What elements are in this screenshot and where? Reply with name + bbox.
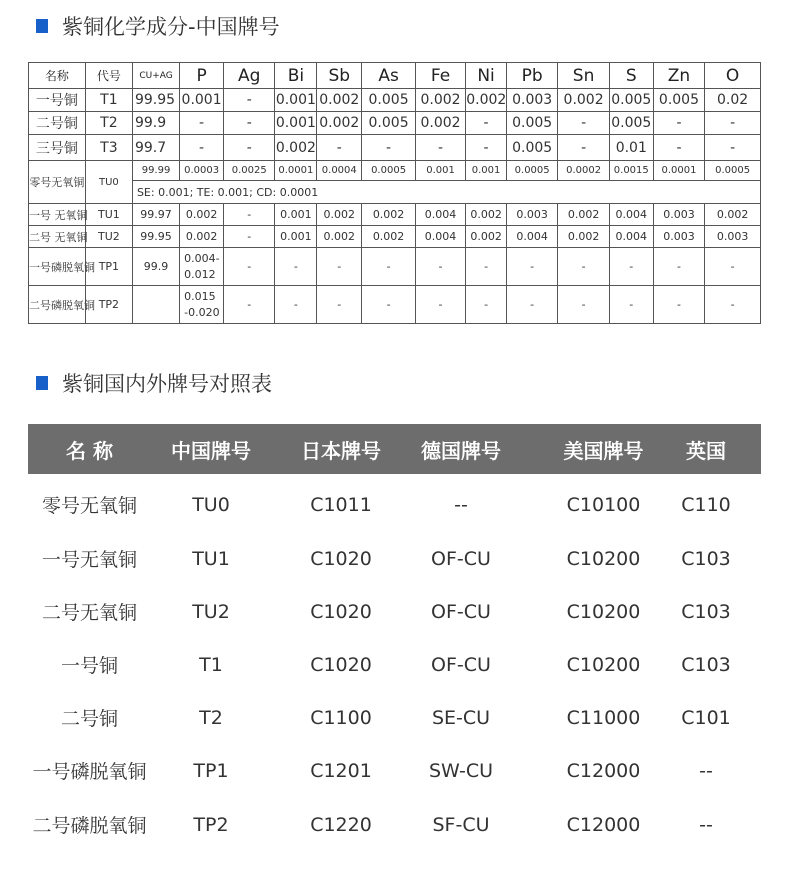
comparison-cell: C1011 bbox=[310, 493, 372, 516]
value-cell: 0.002 bbox=[466, 226, 507, 248]
value-cell: 0.001 bbox=[180, 89, 224, 112]
comparison-cell: OF-CU bbox=[431, 653, 491, 676]
value-cell: - bbox=[705, 286, 761, 324]
table-row bbox=[29, 161, 761, 181]
value-cell: - bbox=[224, 135, 275, 161]
value-cell: 0.002 bbox=[362, 204, 416, 226]
value-cell: - bbox=[653, 135, 704, 161]
comparison-cell: TP2 bbox=[193, 813, 229, 836]
comparison-cell: C11000 bbox=[566, 706, 641, 729]
comparison-cell: C110 bbox=[681, 493, 731, 516]
value-cell: 0.002 bbox=[558, 204, 609, 226]
value-cell: 0.002 bbox=[558, 89, 609, 112]
comparison-cell: -- bbox=[699, 813, 713, 836]
value-cell: 0.002 bbox=[415, 89, 465, 112]
comparison-cell: C10200 bbox=[566, 653, 641, 676]
value-cell: - bbox=[705, 112, 761, 135]
value-cell: - bbox=[224, 89, 275, 112]
comparison-title-text: 紫铜国内外牌号对照表 bbox=[62, 372, 272, 396]
comparison-cell: OF-CU bbox=[431, 547, 491, 570]
table-row bbox=[29, 248, 761, 286]
grade-code-cell: TP2 bbox=[85, 286, 132, 324]
comparison-cell: SW-CU bbox=[428, 759, 494, 782]
comparison-cell: C101 bbox=[681, 706, 731, 729]
value-cell: - bbox=[317, 248, 362, 286]
value-cell: 0.003 bbox=[506, 204, 557, 226]
comparison-cell: 一号铜 bbox=[60, 655, 118, 677]
comparison-cell: OF-CU bbox=[431, 600, 491, 623]
comparison-cell: 零号无氧铜 bbox=[41, 495, 137, 517]
composition-table bbox=[28, 62, 761, 324]
section-marker-icon bbox=[36, 19, 48, 33]
comparison-cell: C1020 bbox=[310, 547, 372, 570]
value-cell: 0.003 bbox=[705, 226, 761, 248]
grade-code-cell: T3 bbox=[85, 135, 132, 161]
comp-header-cell: Sb bbox=[317, 63, 362, 89]
value-cell: - bbox=[653, 248, 704, 286]
value-cell: - bbox=[653, 286, 704, 324]
value-cell: 0.002 bbox=[275, 135, 317, 161]
value-cell: 0.001 bbox=[275, 226, 317, 248]
comp-header-cell: P bbox=[180, 63, 224, 89]
value-cell: 0.001 bbox=[275, 89, 317, 112]
comparison-row bbox=[28, 638, 761, 691]
comparison-cell: TU0 bbox=[192, 493, 230, 516]
comp-header-cell: 名称 bbox=[29, 63, 86, 89]
value-cell: 0.004 bbox=[415, 226, 465, 248]
value-cell: 0.002 bbox=[317, 89, 362, 112]
comparison-cell: C103 bbox=[681, 653, 731, 676]
comparison-cell: 一号无氧铜 bbox=[41, 549, 137, 571]
value-cell: 0.001 bbox=[275, 204, 317, 226]
table-row bbox=[29, 112, 761, 135]
value-cell: 0.0005 bbox=[362, 161, 416, 181]
comp-header-cell: CU+AG bbox=[132, 63, 179, 89]
grade-name-cell: 一号磷脱氧铜 bbox=[29, 248, 86, 286]
value-cell: 0.015 -0.020 bbox=[180, 286, 224, 324]
comparison-cell: C1100 bbox=[310, 706, 372, 729]
table-row bbox=[29, 286, 761, 324]
value-cell: - bbox=[224, 226, 275, 248]
value-cell: 0.02 bbox=[705, 89, 761, 112]
value-cell: - bbox=[224, 248, 275, 286]
value-cell: 0.005 bbox=[609, 89, 653, 112]
value-cell: 0.002 bbox=[317, 112, 362, 135]
comparison-cell: C103 bbox=[681, 600, 731, 623]
comparison-row bbox=[28, 585, 761, 638]
value-cell: 99.9 bbox=[132, 112, 179, 135]
value-cell: 0.002 bbox=[362, 226, 416, 248]
comparison-cell: 二号磷脱氧铜 bbox=[32, 815, 147, 837]
comp-header-cell: 代号 bbox=[85, 63, 132, 89]
header-germany: 德国牌号 bbox=[421, 438, 501, 463]
value-cell: 0.002 bbox=[558, 226, 609, 248]
comp-header-cell: Ni bbox=[466, 63, 507, 89]
comparison-row bbox=[28, 478, 761, 531]
value-cell bbox=[132, 286, 179, 324]
value-cell: - bbox=[415, 135, 465, 161]
comparison-cell: T1 bbox=[199, 653, 223, 676]
comp-header-cell: Ag bbox=[224, 63, 275, 89]
header-china: 中国牌号 bbox=[171, 438, 251, 463]
value-cell: 0.004 bbox=[609, 204, 653, 226]
comparison-row bbox=[28, 798, 761, 851]
comparison-cell: C1020 bbox=[310, 600, 372, 623]
grade-code-cell: T2 bbox=[85, 112, 132, 135]
value-cell: - bbox=[506, 286, 557, 324]
value-cell: - bbox=[558, 286, 609, 324]
value-cell: 0.003 bbox=[506, 89, 557, 112]
value-cell: 0.002 bbox=[466, 89, 507, 112]
value-cell: - bbox=[705, 248, 761, 286]
grade-code-cell: TU2 bbox=[85, 226, 132, 248]
value-cell: - bbox=[466, 135, 507, 161]
comparison-cell: C10200 bbox=[566, 600, 641, 623]
value-cell: 0.005 bbox=[653, 89, 704, 112]
grade-name-cell: 三号铜 bbox=[29, 135, 86, 161]
value-cell: 0.002 bbox=[317, 204, 362, 226]
comparison-cell: 二号无氧铜 bbox=[41, 602, 137, 624]
comparison-cell: 一号磷脱氧铜 bbox=[32, 761, 147, 783]
comparison-cell: T2 bbox=[199, 706, 223, 729]
value-cell: - bbox=[466, 248, 507, 286]
comp-header-cell: Bi bbox=[275, 63, 317, 89]
comp-header-cell: As bbox=[362, 63, 416, 89]
grade-name-cell: 一号铜 bbox=[29, 89, 86, 112]
value-cell: - bbox=[558, 135, 609, 161]
value-cell: 0.001 bbox=[415, 161, 465, 181]
value-cell: 0.0001 bbox=[275, 161, 317, 181]
comparison-header bbox=[28, 424, 761, 474]
value-cell: - bbox=[362, 248, 416, 286]
value-cell: 0.0015 bbox=[609, 161, 653, 181]
value-cell: - bbox=[609, 248, 653, 286]
comparison-cell: SE-CU bbox=[431, 706, 491, 729]
value-cell: - bbox=[180, 112, 224, 135]
value-cell: 99.9 bbox=[132, 248, 179, 286]
value-cell: 0.0002 bbox=[558, 161, 609, 181]
value-cell: - bbox=[224, 112, 275, 135]
value-cell: 0.005 bbox=[506, 135, 557, 161]
value-cell: - bbox=[317, 286, 362, 324]
value-cell: 0.01 bbox=[609, 135, 653, 161]
table-row bbox=[29, 226, 761, 248]
comparison-row bbox=[28, 532, 761, 585]
value-cell: 99.7 bbox=[132, 135, 179, 161]
comparison-cell: C103 bbox=[681, 547, 731, 570]
grade-name-cell: 二号 无氧铜 bbox=[29, 226, 86, 248]
value-cell: - bbox=[558, 248, 609, 286]
value-cell: 0.002 bbox=[466, 204, 507, 226]
value-cell: - bbox=[415, 248, 465, 286]
value-cell: 0.004 bbox=[506, 226, 557, 248]
value-cell: 0.0005 bbox=[705, 161, 761, 181]
comparison-row bbox=[28, 744, 761, 797]
value-cell: - bbox=[224, 286, 275, 324]
header-usa: 美国牌号 bbox=[563, 438, 644, 463]
value-cell: 0.0001 bbox=[653, 161, 704, 181]
comparison-cell: TU1 bbox=[192, 547, 230, 570]
table-row bbox=[29, 204, 761, 226]
value-cell: 0.002 bbox=[317, 226, 362, 248]
grade-code-cell: TU0 bbox=[85, 161, 132, 204]
value-cell: - bbox=[466, 112, 507, 135]
composition-section-title bbox=[36, 11, 280, 41]
comparison-cell: 二号铜 bbox=[60, 708, 118, 730]
value-cell: 0.004 bbox=[415, 204, 465, 226]
value-cell: 0.002 bbox=[180, 204, 224, 226]
value-cell: - bbox=[705, 135, 761, 161]
comparison-cell: C1020 bbox=[310, 653, 372, 676]
value-cell: 0.002 bbox=[705, 204, 761, 226]
value-cell: 0.005 bbox=[362, 89, 416, 112]
value-cell: - bbox=[362, 135, 416, 161]
table-row bbox=[29, 135, 761, 161]
comparison-cell: C1220 bbox=[310, 813, 372, 836]
comparison-cell: SF-CU bbox=[432, 813, 490, 836]
value-cell: 0.005 bbox=[506, 112, 557, 135]
value-cell: - bbox=[506, 248, 557, 286]
comparison-row bbox=[28, 691, 761, 744]
comp-header-cell: S bbox=[609, 63, 653, 89]
comparison-cell: C12000 bbox=[566, 759, 641, 782]
value-cell: 0.002 bbox=[415, 112, 465, 135]
header-name: 名 称 bbox=[66, 438, 113, 463]
value-cell: 0.0005 bbox=[506, 161, 557, 181]
header-uk: 英国 bbox=[686, 438, 726, 463]
comp-header-cell: Sn bbox=[558, 63, 609, 89]
comp-header-cell: O bbox=[705, 63, 761, 89]
value-cell: - bbox=[609, 286, 653, 324]
value-cell: 99.97 bbox=[132, 204, 179, 226]
value-cell: - bbox=[466, 286, 507, 324]
value-cell: 0.001 bbox=[466, 161, 507, 181]
grade-name-cell: 零号无氧铜 bbox=[29, 161, 86, 204]
comparison-cell: TU2 bbox=[192, 600, 230, 623]
table-row bbox=[29, 89, 761, 112]
value-cell: - bbox=[653, 112, 704, 135]
value-cell: 0.004- 0.012 bbox=[180, 248, 224, 286]
grade-name-cell: 一号 无氧铜 bbox=[29, 204, 86, 226]
value-cell: 0.001 bbox=[275, 112, 317, 135]
grade-code-cell: TU1 bbox=[85, 204, 132, 226]
value-cell: - bbox=[317, 135, 362, 161]
comparison-cell: -- bbox=[454, 493, 468, 516]
value-cell: 0.0025 bbox=[224, 161, 275, 181]
tu0-trace-note: SE: 0.001; TE: 0.001; CD: 0.0001 bbox=[132, 181, 760, 204]
composition-title-text: 紫铜化学成分-中国牌号 bbox=[62, 15, 280, 39]
grade-name-cell: 二号铜 bbox=[29, 112, 86, 135]
value-cell: - bbox=[275, 286, 317, 324]
comp-header-cell: Zn bbox=[653, 63, 704, 89]
value-cell: - bbox=[558, 112, 609, 135]
grade-code-cell: T1 bbox=[85, 89, 132, 112]
value-cell: 0.004 bbox=[609, 226, 653, 248]
value-cell: - bbox=[415, 286, 465, 324]
comparison-cell: -- bbox=[699, 759, 713, 782]
value-cell: 0.0003 bbox=[180, 161, 224, 181]
comparison-cell: C1201 bbox=[310, 759, 372, 782]
value-cell: 0.0004 bbox=[317, 161, 362, 181]
grade-code-cell: TP1 bbox=[85, 248, 132, 286]
value-cell: 0.003 bbox=[653, 226, 704, 248]
comparison-section-title bbox=[36, 368, 272, 398]
header-japan: 日本牌号 bbox=[301, 438, 381, 463]
comparison-cell: C10200 bbox=[566, 547, 641, 570]
value-cell: 0.005 bbox=[362, 112, 416, 135]
value-cell: - bbox=[362, 286, 416, 324]
value-cell: 0.002 bbox=[180, 226, 224, 248]
comparison-cell: C12000 bbox=[566, 813, 641, 836]
value-cell: 99.95 bbox=[132, 226, 179, 248]
grade-name-cell: 二号磷脱氧铜 bbox=[29, 286, 86, 324]
comp-header-cell: Pb bbox=[506, 63, 557, 89]
value-cell: 99.99 bbox=[132, 161, 179, 181]
value-cell: 0.003 bbox=[653, 204, 704, 226]
value-cell: 99.95 bbox=[132, 89, 179, 112]
value-cell: - bbox=[180, 135, 224, 161]
comparison-cell: C10100 bbox=[566, 493, 641, 516]
value-cell: - bbox=[224, 204, 275, 226]
comparison-cell: TP1 bbox=[193, 759, 229, 782]
comp-header-cell: Fe bbox=[415, 63, 465, 89]
value-cell: - bbox=[275, 248, 317, 286]
section-marker-icon bbox=[36, 376, 48, 390]
value-cell: 0.005 bbox=[609, 112, 653, 135]
